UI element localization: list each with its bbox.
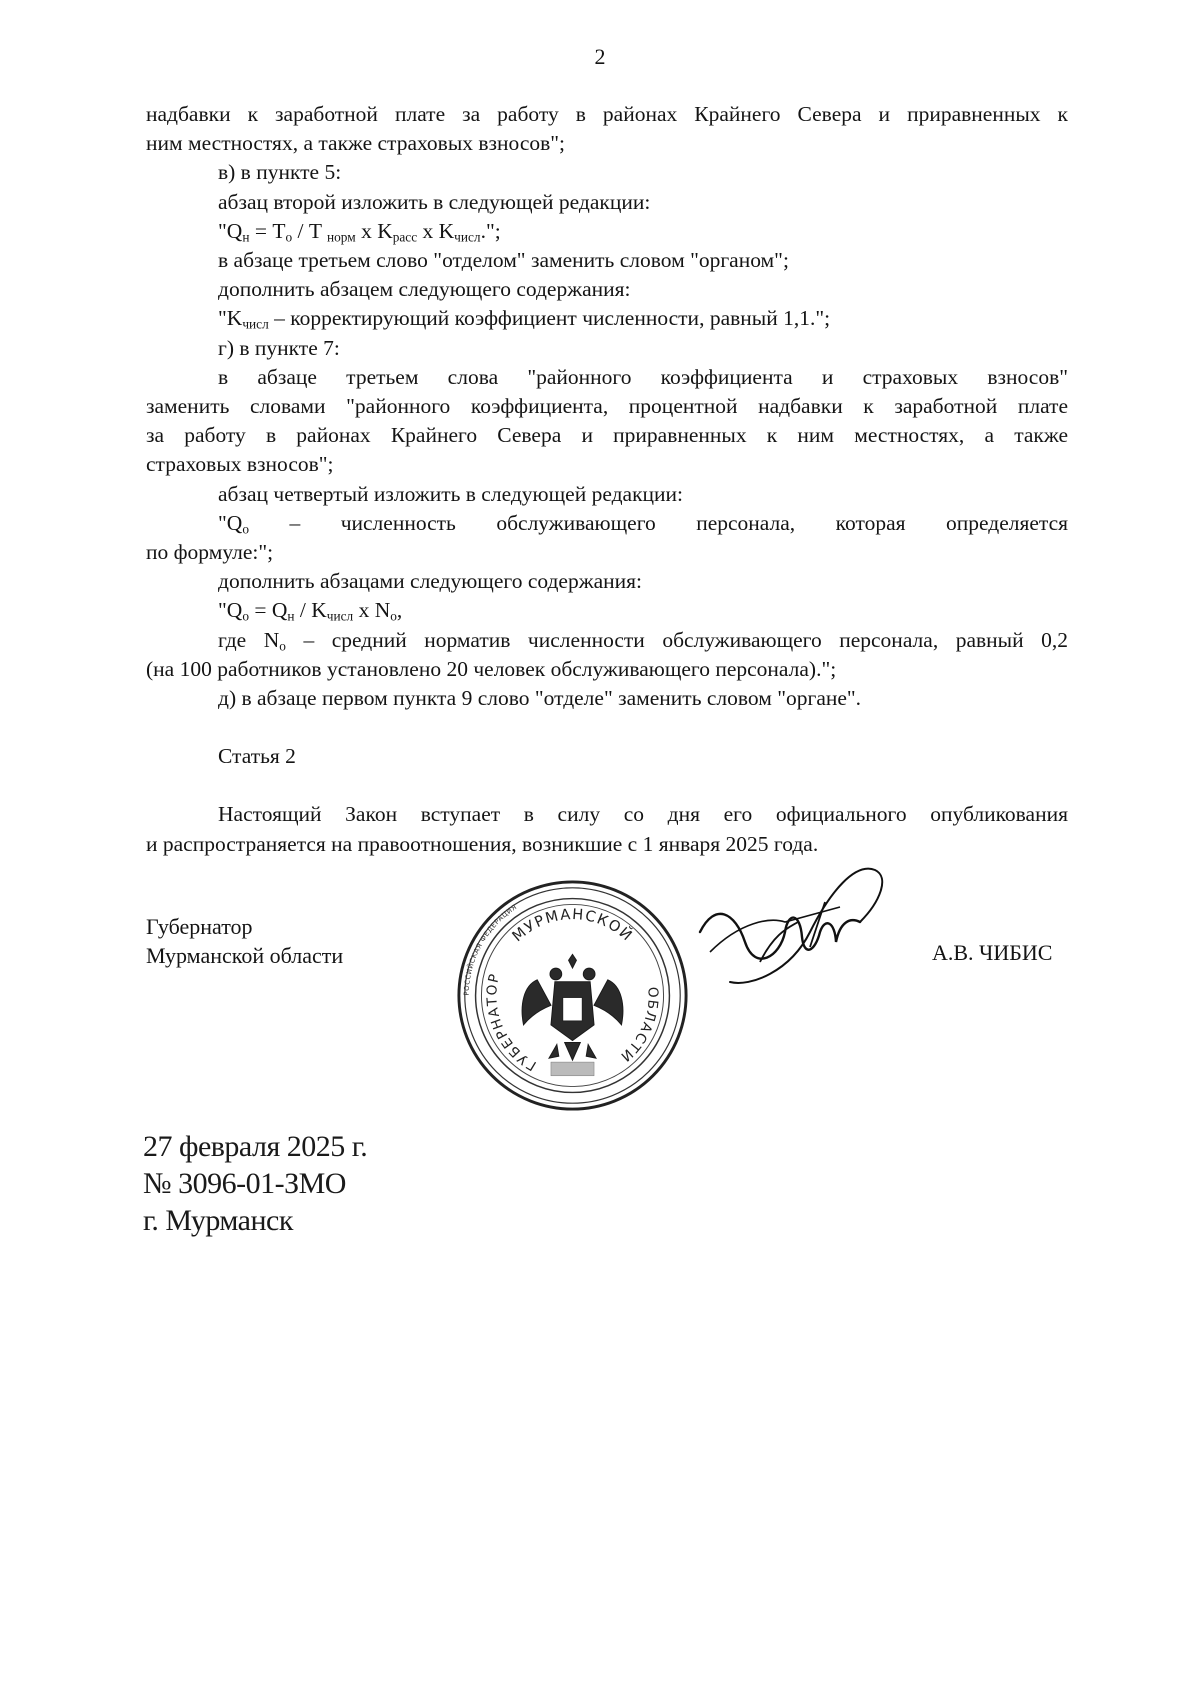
page-number: 2 <box>594 44 606 69</box>
line: заменить словами "районного коэффициента, процентной надбавки к заработной плате <box>146 394 1068 419</box>
formula-line: "$Q_о$ – численность обслуживающего персонала, которая определяется <box>218 510 1068 537</box>
seal-ring-text: РОССИЙСКАЯ ФЕДЕРАЦИЯ <box>462 903 519 996</box>
formula-line: "$Q_о = Q_н / K_{числ}$ x $N_о$, <box>218 598 403 624</box>
seal-text-left: ГУБЕРНАТОР <box>484 971 540 1074</box>
svg-text:МУРМАНСКОЙ <box>509 906 637 945</box>
article-heading: Статья 2 <box>218 744 296 769</box>
governor-seal <box>455 878 690 1113</box>
law-number: № 3096-01-ЗМО <box>143 1167 346 1200</box>
signatory-name: А.В. ЧИБИС <box>932 940 1053 965</box>
law-date: 27 февраля 2025 г. <box>143 1130 368 1163</box>
signatory-position <box>146 912 343 970</box>
line: абзац четвертый изложить в следующей редакции: <box>218 481 684 506</box>
position-line: Мурманской области <box>146 943 344 968</box>
seal-text-right: ОБЛАСТИ <box>616 986 661 1066</box>
formula-line: где $N_о$ – средний норматив численности обслуживающего персонала, равный 0,2 <box>218 627 1068 653</box>
registration-stamp <box>143 1128 367 1239</box>
line: г) в пункте 7: <box>218 335 340 360</box>
line: (на 100 работников установлено 20 человек обслуживающего персонала)."; <box>146 656 837 681</box>
line: Настоящий Закон вступает в силу со дня его официального опубликования <box>218 802 1068 827</box>
line: ним местностях, а также страховых взносов"; <box>146 131 566 156</box>
line: д) в абзаце первом пункта 9 слово "отделе" заменить словом "органе". <box>218 686 862 711</box>
line: в) в пункте 5: <box>218 160 342 185</box>
line: за работу в районах Крайнего Севера и приравненных к ним местностях, а также <box>146 423 1068 448</box>
line: страховых взносов"; <box>146 452 334 477</box>
position-line: Губернатор <box>146 914 253 939</box>
law-city: г. Мурманск <box>143 1204 293 1237</box>
law-text <box>146 100 1068 859</box>
handwritten-signature <box>690 862 890 1032</box>
line: абзац второй изложить в следующей редакции: <box>218 189 651 214</box>
formula-line: "$Q_н = T_о / T$ $_{норм}$ x $K_{расс}$ x $K_{числ}$."; <box>218 218 501 245</box>
line: надбавки к заработной плате за работу в районах Крайнего Севера и приравненных к <box>146 102 1068 126</box>
eagle-emblem-icon <box>522 954 623 1060</box>
line: дополнить абзацем следующего содержания: <box>218 277 631 302</box>
line: и распространяется на правоотношения, возникшие с 1 января 2025 года. <box>146 831 819 856</box>
line: дополнить абзацами следующего содержания: <box>218 569 642 594</box>
svg-text:ОБЛАСТИ <box>616 987 660 1066</box>
line: по формуле:"; <box>146 540 274 565</box>
seal-text-top: МУРМАНСКОЙ <box>509 905 637 946</box>
formula-line: "$K_{числ}$ – корректирующий коэффициент численности, равный 1,1."; <box>218 306 831 332</box>
line: в абзаце третьем слова "районного коэффициента и страховых взносов" <box>218 364 1068 389</box>
line: в абзаце третьем слово "отделом" заменить словом "органом"; <box>218 248 789 273</box>
